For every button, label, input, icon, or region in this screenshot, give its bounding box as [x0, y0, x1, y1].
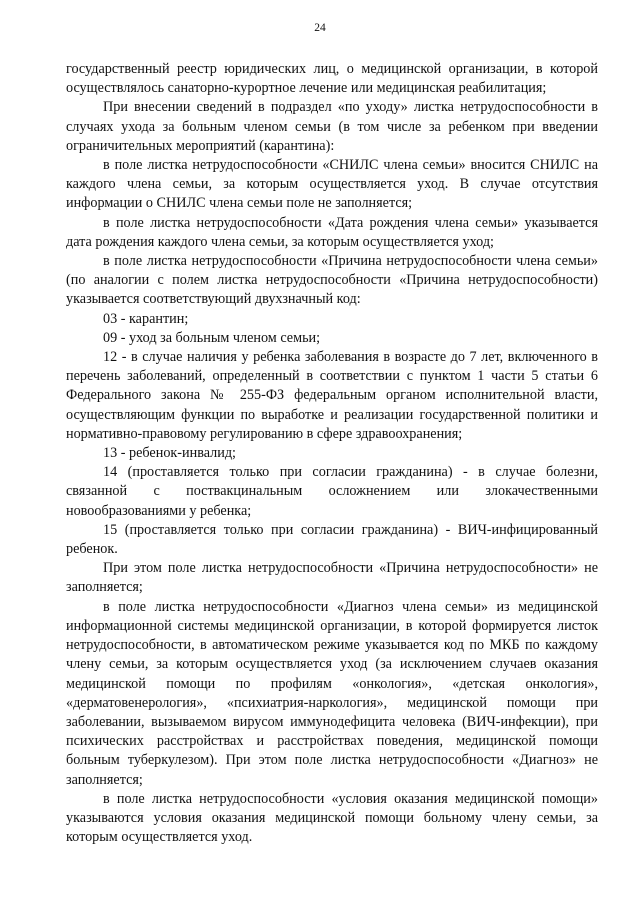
paragraph-4: в поле листка нетрудоспособности «Дата рождения члена семьи» указывается дата рождения каждого члена семьи, за которым осуществляется уход; [66, 214, 598, 250]
code-item-15: 15 (проставляется только при согласии гражданина) - ВИЧ-инфицированный ребенок. [66, 521, 598, 558]
paragraph-1: государственный реестр юридических лиц, о медицинской организации, в которой осуществлялось санаторно-курортное лечение или медицинская реабилитация; [66, 61, 598, 97]
code-item-12: 12 - в случае наличия у ребенка заболевания в возрасте до 7 лет, включенного в перечень заболеваний, определенный в соответствии с пунктом 1 части 5 статьи 6 Федерального закона № 255-ФЗ федеральным органом исполнительной власти, осуществляющим функции по выработке и реализации государственной политики и нормативно-правовому регулированию в сфере здравоохранения; [66, 349, 598, 442]
paragraph-13: в поле листка нетрудоспособности «Диагноз члена семьи» из медицинской информационной системы медицинской организации, в которой формируется листок нетрудоспособности, в автоматическом режиме указывается код по МКБ по каждому члену семьи, за которым осуществляется уход (за исключением случаев оказания медицинской помощи по профилям «онкология», «детская онкология», «дерматовенерология», «психиатрия-наркология», медицинской помощи при заболевании, вызываемом вирусом иммунодефицита человека (ВИЧ-инфекции), при психических расстройствах и расстройствах поведения, медицинской помощи больным туберкулезом). При этом поле листка нетрудоспособности «Диагноз» не заполняется; [66, 598, 598, 788]
code-item-09: 09 - уход за больным членом семьи; [103, 329, 321, 346]
code-item-14: 14 (проставляется только при согласии гражданина) - в случае болезни, связанной с поствакцинальным осложнением или злокачественными новообразованиями у ребенка; [66, 464, 598, 519]
paragraph-5: в поле листка нетрудоспособности «Причина нетрудоспособности члена семьи» (по аналогии с полем листка нетрудоспособности «Причина нетрудоспособности) указывается соответствующий двухзначный код: [66, 253, 598, 308]
page-number: 24 [314, 22, 326, 34]
paragraph-14: в поле листка нетрудоспособности «условия оказания медицинской помощи» указываются условия оказания медицинской помощи больному члену семьи, за которым осуществляется уход. [66, 790, 598, 846]
paragraph-3: в поле листка нетрудоспособности «СНИЛС члена семьи» вносится СНИЛС на каждого члена семьи, за которым осуществляется уход. В случае отсутствия информации о СНИЛС члена семьи поле не заполняется; [66, 157, 598, 212]
code-item-13: 13 - ребенок-инвалид; [103, 445, 236, 462]
paragraph-2: При внесении сведений в подраздел «по уходу» листка нетрудоспособности в случаях ухода за больным членом семьи (в том числе за ребенком при введении ограничительных мероприятий (карантина): [66, 99, 598, 154]
paragraph-12: При этом поле листка нетрудоспособности «Причина нетрудоспособности» не заполняется; [66, 560, 598, 596]
code-item-03: 03 - карантин; [103, 310, 189, 327]
document-body [66, 60, 598, 847]
